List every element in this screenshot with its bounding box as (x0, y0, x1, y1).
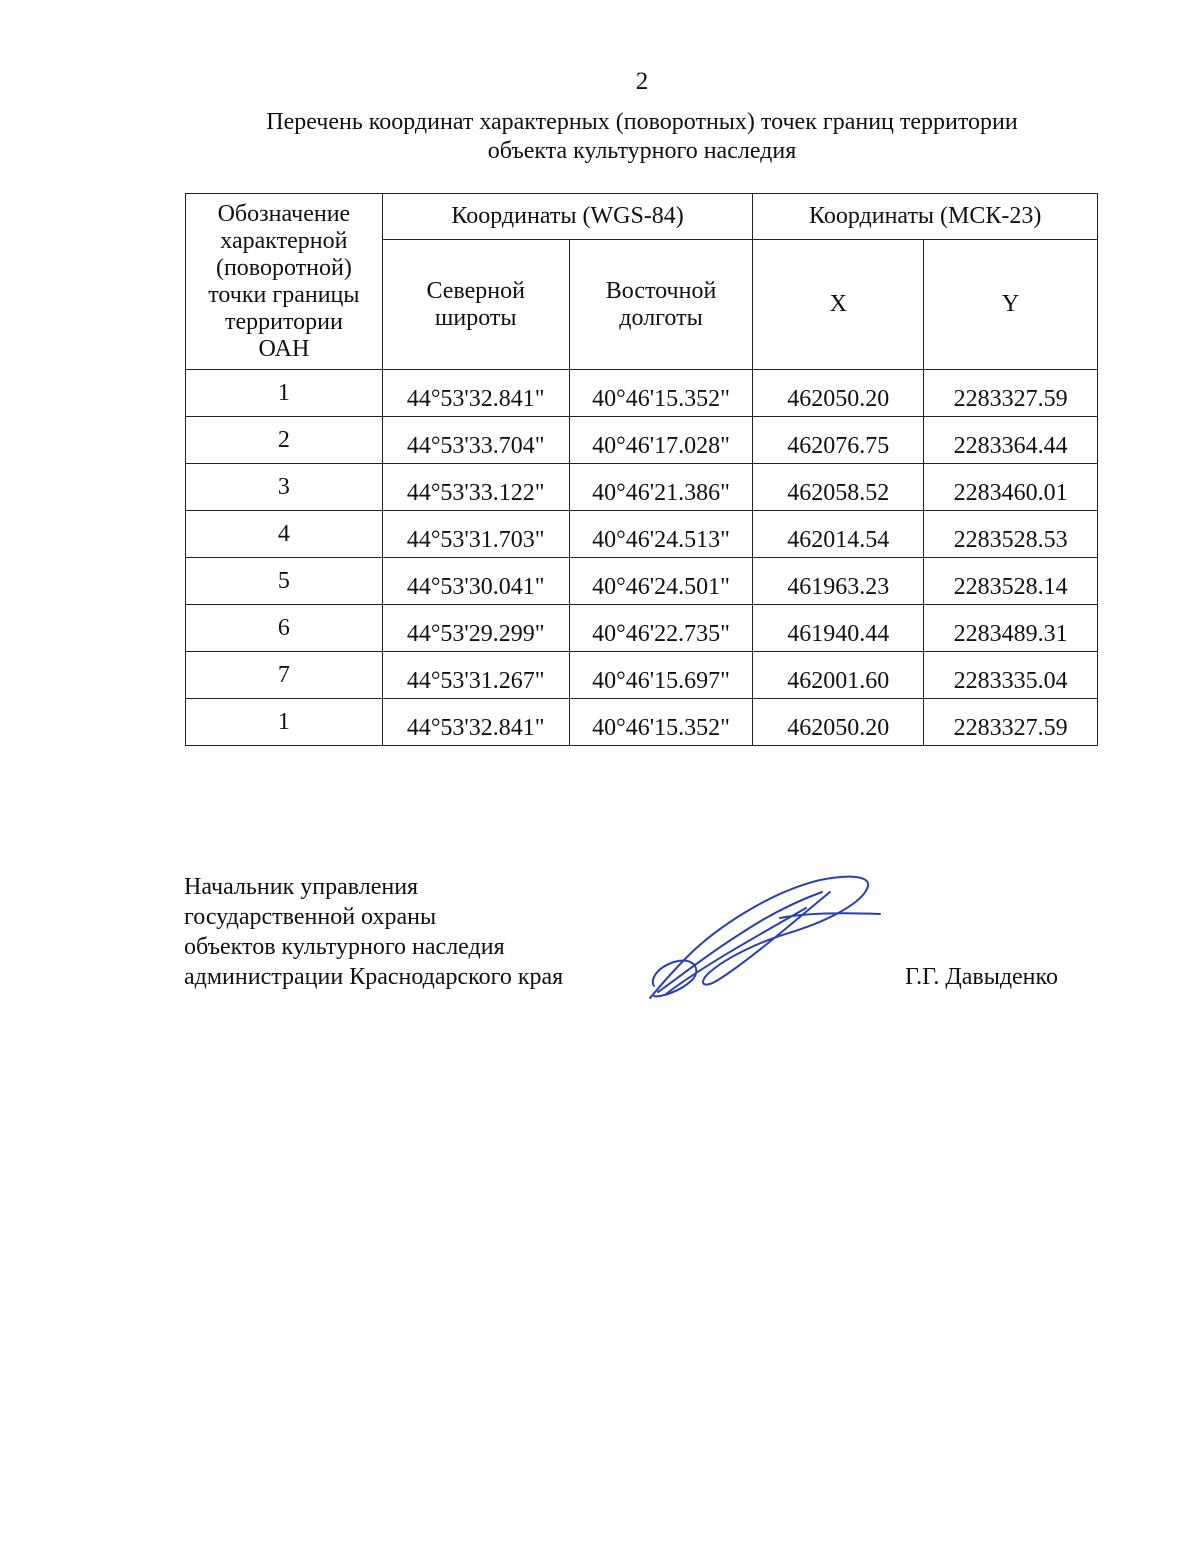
document-title (0, 108, 1200, 166)
header-latitude-line: широты (434, 304, 517, 331)
cell-longitude: 40°46'21.386" (569, 464, 753, 511)
cell-x: 462058.52 (753, 464, 924, 511)
handwritten-signature-icon (630, 868, 890, 1008)
cell-y: 2283335.04 (924, 652, 1098, 699)
cell-y: 2283528.14 (924, 558, 1098, 605)
header-row-group (186, 194, 1098, 240)
cell-longitude: 40°46'17.028" (569, 417, 753, 464)
header-longitude (569, 240, 753, 370)
coordinates-table (185, 193, 1098, 746)
cell-y: 2283489.31 (924, 605, 1098, 652)
cell-y: 2283364.44 (924, 417, 1098, 464)
cell-point-number: 2 (186, 417, 383, 464)
header-longitude-line: Восточной (605, 277, 717, 304)
header-designation-line: характерной (220, 227, 348, 254)
cell-longitude: 40°46'24.513" (569, 511, 753, 558)
cell-point-number: 1 (186, 699, 383, 746)
table-row (186, 605, 1098, 652)
signer-name: Г.Г. Давыденко (905, 964, 1058, 990)
cell-point-number: 3 (186, 464, 383, 511)
table-row (186, 511, 1098, 558)
table-row (186, 464, 1098, 511)
cell-longitude: 40°46'24.501" (569, 558, 753, 605)
header-msk23: Координаты (МСК-23) (753, 194, 1098, 240)
cell-x: 462014.54 (753, 511, 924, 558)
cell-longitude: 40°46'15.352" (569, 699, 753, 746)
cell-point-number: 6 (186, 605, 383, 652)
header-designation-line: Обозначение (217, 200, 351, 227)
table-row (186, 699, 1098, 746)
header-latitude-line: Северной (426, 277, 525, 304)
cell-longitude: 40°46'22.735" (569, 605, 753, 652)
cell-y: 2283460.01 (924, 464, 1098, 511)
cell-latitude: 44°53'33.122" (382, 464, 569, 511)
cell-longitude: 40°46'15.352" (569, 370, 753, 417)
signatory-position (184, 872, 563, 992)
header-designation-line: точки границы (208, 281, 360, 308)
cell-x: 462001.60 (753, 652, 924, 699)
cell-x: 461963.23 (753, 558, 924, 605)
cell-x: 462076.75 (753, 417, 924, 464)
title-line-2: объекта культурного наследия (487, 138, 797, 164)
cell-latitude: 44°53'32.841" (382, 370, 569, 417)
header-x: X (753, 240, 924, 370)
header-designation-line: ОАН (258, 335, 310, 362)
header-designation-line: территории (224, 308, 343, 335)
cell-latitude: 44°53'30.041" (382, 558, 569, 605)
cell-latitude: 44°53'31.267" (382, 652, 569, 699)
table-row (186, 652, 1098, 699)
header-wgs84: Координаты (WGS-84) (382, 194, 753, 240)
header-y: Y (924, 240, 1098, 370)
table-row (186, 370, 1098, 417)
header-designation-line: (поворотной) (215, 254, 352, 281)
table-row (186, 417, 1098, 464)
cell-x: 462050.20 (753, 370, 924, 417)
cell-x: 462050.20 (753, 699, 924, 746)
cell-point-number: 7 (186, 652, 383, 699)
cell-latitude: 44°53'33.704" (382, 417, 569, 464)
title-line-1: Перечень координат характерных (поворотных) точек границ территории (266, 109, 1018, 135)
cell-longitude: 40°46'15.697" (569, 652, 753, 699)
cell-latitude: 44°53'32.841" (382, 699, 569, 746)
cell-point-number: 4 (186, 511, 383, 558)
cell-y: 2283327.59 (924, 699, 1098, 746)
position-line: администрации Краснодарского края (184, 964, 564, 990)
page-number: 2 (635, 68, 649, 95)
position-line: объектов культурного наследия (184, 934, 505, 960)
position-line: государственной охраны (184, 904, 437, 930)
cell-y: 2283528.53 (924, 511, 1098, 558)
cell-x: 461940.44 (753, 605, 924, 652)
header-longitude-line: долготы (619, 304, 703, 331)
position-line: Начальник управления (184, 874, 419, 900)
cell-point-number: 5 (186, 558, 383, 605)
header-designation (186, 194, 383, 370)
table-row (186, 558, 1098, 605)
cell-latitude: 44°53'31.703" (382, 511, 569, 558)
cell-y: 2283327.59 (924, 370, 1098, 417)
header-latitude (382, 240, 569, 370)
cell-point-number: 1 (186, 370, 383, 417)
cell-latitude: 44°53'29.299" (382, 605, 569, 652)
